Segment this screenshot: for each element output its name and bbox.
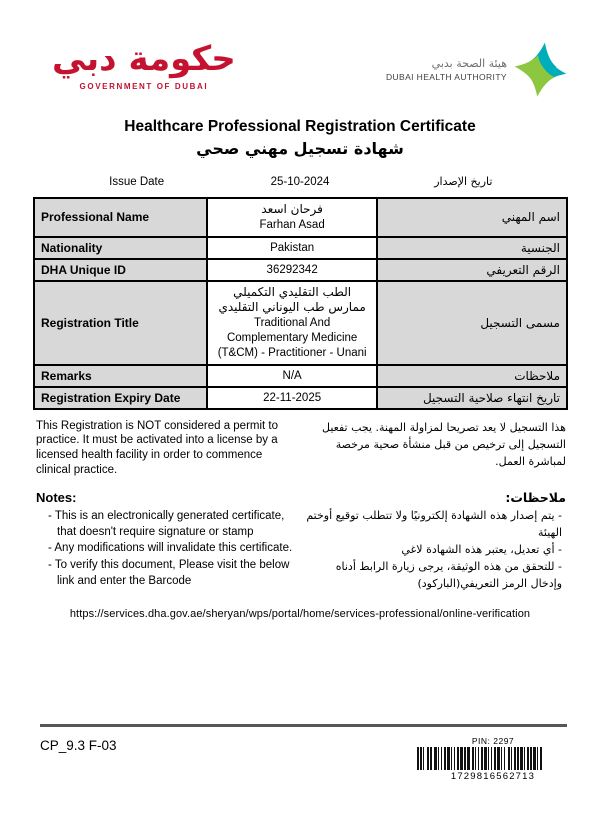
dha-unique-id-value: 36292342 [207, 259, 376, 281]
nationality-label-ar: الجنسية [377, 237, 567, 259]
dha-unique-id-label-ar: الرقم التعريفي [377, 259, 567, 281]
note-item: - للتحقق من هذه الوثيقة، يرجى زيارة الرابط أدناه وإدخال الرمز التعريفي(الباركود) [304, 558, 562, 592]
professional-name-english: Farhan Asad [259, 218, 325, 231]
note-item: - This is an electronically generated certificate, that doesn't require signature or stamp [48, 508, 298, 540]
dha-logo-text [386, 57, 507, 82]
notes-section [0, 478, 600, 592]
barcode-number: 1729816562713 [450, 771, 536, 782]
note-item: - Any modifications will invalidate this certificate. [48, 540, 298, 556]
table-row-registration-title [34, 281, 567, 365]
issue-date-value: 25-10-2024 [270, 175, 330, 188]
dha-unique-id-label-en: DHA Unique ID [34, 259, 207, 281]
notes-heading-en: Notes: [36, 490, 77, 506]
verification-url: https://services.dha.gov.ae/sheryan/wps/portal/home/services-professional/online-verification [69, 607, 531, 620]
note-item: - To verify this document, Please visit the below link and enter the Barcode [48, 557, 298, 589]
dha-arabic-name: هيئة الصحة بدبي [431, 56, 507, 70]
nationality-label-en: Nationality [34, 237, 207, 259]
government-of-dubai-logo [52, 39, 236, 91]
issue-date-label-en: Issue Date [109, 175, 165, 188]
certificate-title-english: Healthcare Professional Registration Certificate [124, 118, 476, 135]
issue-date-row [0, 175, 600, 188]
notes-list-ar [304, 507, 566, 592]
registration-title-label-ar: مسمى التسجيل [377, 281, 567, 365]
footer-divider [40, 724, 567, 727]
table-row-remarks [34, 365, 567, 387]
dubai-health-authority-logo [386, 40, 570, 98]
registration-expiry-value: 22-11-2025 [207, 387, 376, 409]
disclaimer-english: This Registration is NOT considered a permit to practice. It must be activated into a license by a licensed health facility in order to commence clinical practice. [36, 419, 279, 477]
remarks-value: N/A [207, 365, 376, 387]
registration-expiry-label-ar: تاريخ انتهاء صلاحية التسجيل [377, 387, 567, 409]
disclaimer-section [0, 410, 600, 479]
registration-table [33, 197, 568, 410]
notes-arabic [304, 490, 566, 592]
note-item: - يتم إصدار هذه الشهادة إلكترونيًا ولا تتطلب توقيع أوختم الهيئة [304, 507, 562, 541]
registration-title-arabic: الطب التقليدي التكميلي ممارس طب اليوناني التقليدي [218, 284, 366, 315]
barcode-block [414, 736, 572, 782]
remarks-label-en: Remarks [34, 365, 207, 387]
registration-title-english: Traditional And Complementary Medicine (T&CM) - Practitioner - Unani [217, 316, 367, 359]
note-item: - أي تعديل، يعتبر هذه الشهادة لاغي [304, 541, 562, 558]
notes-heading-ar: ملاحظات: [505, 490, 566, 506]
table-row-registration-expiry [34, 387, 567, 409]
remarks-label-ar: ملاحظات [377, 365, 567, 387]
dha-english-name: DUBAI HEALTH AUTHORITY [385, 71, 507, 82]
form-code: CP_9.3 F-03 [40, 738, 117, 753]
disclaimer-arabic: هذا التسجيل لا يعد تصريحا لمزاولة المهنة. يجب تفعيل التسجيل إلى ترخيص من قبل منشأة صحية مرخصة لمباشرة العمل. [322, 420, 566, 468]
table-row-dha-unique-id [34, 259, 567, 281]
nationality-value: Pakistan [207, 237, 376, 259]
professional-name-label-ar: اسم المهني [377, 198, 567, 237]
registration-title-label-en: Registration Title [34, 281, 207, 365]
registration-expiry-label-en: Registration Expiry Date [34, 387, 207, 409]
certificate-title-arabic: شهادة تسجيل مهني صحي [196, 139, 404, 158]
professional-name-label-en: Professional Name [34, 198, 207, 237]
dha-star-icon [512, 40, 570, 98]
registration-title-value [207, 281, 376, 365]
government-of-dubai-calligraphy: حكومة دبي [52, 39, 236, 79]
professional-name-value [207, 198, 376, 237]
barcode-image [417, 747, 569, 770]
barcode-pin-label: PIN: 2297 [471, 736, 515, 746]
professional-name-arabic: فرحان اسعد [261, 202, 323, 216]
notes-english [36, 490, 298, 592]
government-of-dubai-label: GOVERNMENT OF DUBAI [79, 81, 209, 91]
table-row-professional-name [34, 198, 567, 237]
issue-date-label-ar: تاريخ الإصدار [434, 175, 493, 188]
notes-list-en [36, 508, 298, 588]
table-row-nationality [34, 237, 567, 259]
header [0, 0, 600, 98]
